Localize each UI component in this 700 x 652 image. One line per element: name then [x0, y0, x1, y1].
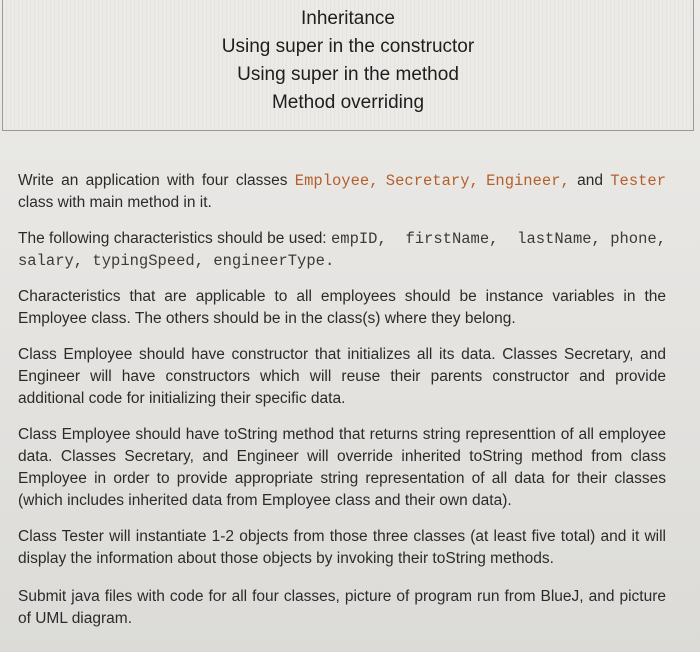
text: and — [569, 172, 611, 189]
code-engineer: Engineer, — [486, 172, 570, 190]
paragraph-classes — [18, 170, 666, 214]
code-employee: Employee, — [294, 172, 379, 190]
paragraph-submit: Submit java files with code for all four classes, picture of program run from BlueJ, and picture of UML diagram. — [18, 588, 666, 627]
text: The following characteristics should be used: — [18, 230, 331, 247]
assignment-body — [18, 168, 676, 644]
code-tester: Tester — [610, 172, 667, 190]
paragraph-constructors: Class Employee should have constructor that initializes all its data. Classes Secretary, and Engineer will have constructors which will reuse their parents constructor and provide additional code for initializing their specific data. — [18, 346, 666, 407]
code-fields: empID, firstName, lastName, phone, salary, typingSpeed, engineerType. — [18, 230, 676, 270]
text — [379, 172, 386, 189]
text — [479, 172, 486, 189]
title-line-3: Using super in the method — [237, 64, 459, 85]
text: Write an application with four classes — [18, 172, 295, 189]
text: class with main method in it. — [18, 194, 212, 211]
title-box — [2, 0, 694, 131]
title-line-4: Method overriding — [271, 92, 425, 113]
paragraph-tester: Class Tester will instantiate 1-2 objects from those three classes (at least five total) and it will display the information about those objects by invoking their toString methods. — [18, 528, 666, 567]
paragraph-instance-variables: Characteristics that are applicable to all employees should be instance variables in the Employee class. The others should be in the class(s) where they belong. — [18, 288, 666, 327]
paragraph-characteristics — [18, 228, 676, 272]
title-line-1: Inheritance — [300, 8, 395, 29]
code-secretary: Secretary, — [385, 172, 479, 190]
title-line-2: Using super in the constructor — [221, 36, 475, 57]
paragraph-tostring: Class Employee should have toString method that returns string representtion of all employee data. Classes Secretary, and Engineer will override inherited toString method from class Employee in order to provide appropriate string representation of all data for their classes (which includes inherited data from Employee class and their own data). — [18, 426, 666, 509]
